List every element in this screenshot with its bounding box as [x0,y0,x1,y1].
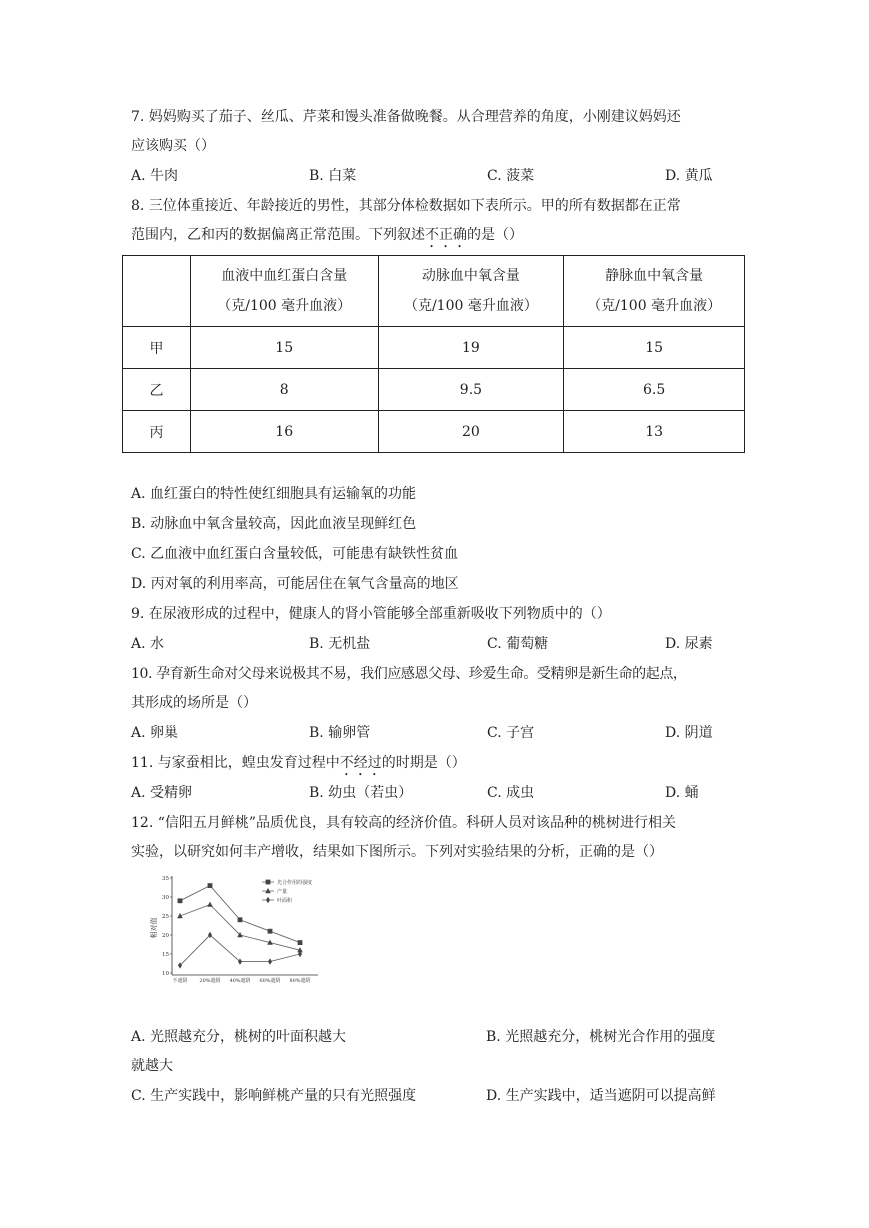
y-tick-label: 15 [162,952,169,958]
table-cell: 16 [190,411,378,453]
q9-option-a[interactable]: A. 水 [131,636,165,652]
table-cell: 8 [190,369,378,411]
table-cell: 乙 [123,369,191,411]
legend-marker [266,897,270,903]
legend-marker [265,888,271,893]
legend-label: 叶面积 [277,898,293,904]
q8-stem-line1: 8. 三位体重接近、年龄接近的男性，其部分体检数据如下表所示。甲的所有数据都在正常 [131,198,681,214]
q10-option-a[interactable]: A. 卵巢 [131,725,179,741]
data-point [268,929,273,934]
legend-marker [266,880,271,885]
chart-ylabel: 相对值 [150,917,158,939]
data-point [178,898,183,903]
q8-stem-pre: 范围内，乙和丙的数据偏离正常范围。下列叙述 [131,227,425,243]
q7-option-b[interactable]: B. 白菜 [309,168,357,184]
q12-option-b[interactable]: B. 光照越充分，桃树光合作用的强度 [486,1029,716,1045]
y-tick-label: 30 [162,895,169,901]
table-header-arterial: 动脉血中氧含量 （克/100 毫升血液） [378,256,564,327]
q11-stem [131,752,466,779]
x-tick-label: 60%遮阴 [259,978,281,984]
series-line [180,905,300,951]
table-cell: 13 [564,411,745,453]
shading-experiment-chart [150,868,320,990]
q12-option-c[interactable]: C. 生产实践中，影响鲜桃产量的只有光照强度 [131,1088,417,1104]
data-point [268,958,272,964]
q9-option-d[interactable]: D. 尿素 [665,636,713,652]
x-tick-label: 20%遮阴 [199,978,221,984]
table-cell: 15 [564,327,745,369]
table-row [123,327,745,369]
y-tick-label: 25 [162,914,169,920]
data-point [178,962,182,968]
q7-option-a[interactable]: A. 牛肉 [131,168,179,184]
q10-option-c[interactable]: C. 子宫 [487,725,535,741]
table-header-venous: 静脉血中氧含量 （克/100 毫升血液） [564,256,745,327]
q12-option-a[interactable]: A. 光照越充分，桃树的叶面积越大 [131,1029,347,1045]
q7-option-d[interactable]: D. 黄瓜 [665,168,713,184]
health-data-table [122,255,745,453]
q11-emphasis: 不经过 [339,755,382,771]
x-tick-label: 不遮阴 [172,978,188,984]
table-cell: 丙 [123,411,191,453]
table-cell: 9.5 [378,369,564,411]
q11-option-d[interactable]: D. 蛹 [665,785,699,801]
table-row [123,369,745,411]
data-point [238,958,242,964]
legend-label: 光合作用的强度 [277,880,313,886]
q7-stem-line1: 7. 妈妈购买了茄子、丝瓜、芹菜和馒头准备做晚餐。从合理营养的角度，小刚建议妈妈还 [131,109,681,125]
q8-option-b[interactable]: B. 动脉血中氧含量较高，因此血液呈现鲜红色 [131,516,417,532]
table-cell: 15 [190,327,378,369]
q11-stem-pre: 11. 与家蚕相比，蝗虫发育过程中 [131,755,340,771]
q8-option-a[interactable]: A. 血红蛋白的特性使红细胞具有运输氧的功能 [131,486,417,502]
q9-stem: 9. 在尿液形成的过程中，健康人的肾小管能够全部重新吸收下列物质中的（） [131,606,611,622]
q11-option-c[interactable]: C. 成虫 [487,785,535,801]
q8-emphasis: 不正确 [425,227,467,243]
q11-option-b[interactable]: B. 幼虫（若虫） [309,785,413,801]
q8-stem-line2 [131,224,523,251]
y-tick-label: 20 [162,933,169,939]
table-cell: 甲 [123,327,191,369]
q8-stem-post: 的是（） [467,227,523,243]
q7-option-c[interactable]: C. 菠菜 [487,168,535,184]
legend-label: 产量 [277,889,288,895]
q8-option-d[interactable]: D. 丙对氧的利用率高，可能居住在氧气含量高的地区 [131,576,459,592]
q7-stem-line2: 应该购买（） [131,138,215,154]
q10-option-d[interactable]: D. 阴道 [665,725,713,741]
table-row [123,411,745,453]
table-cell: 20 [378,411,564,453]
y-tick-label: 10 [162,971,169,977]
table-cell: 19 [378,327,564,369]
q11-option-a[interactable]: A. 受精卵 [131,785,193,801]
q10-stem-line1: 10. 孕育新生命对父母来说极其不易，我们应感恩父母、珍爱生命。受精卵是新生命的起点， [131,666,687,682]
q12-option-b-continued: 就越大 [131,1058,173,1074]
x-tick-label: 80%遮阴 [289,978,311,984]
q11-stem-post: 的时期是（） [381,755,466,771]
table-cell: 6.5 [564,369,745,411]
data-point [208,932,212,938]
data-point [208,883,213,888]
q10-stem-line2: 其形成的场所是（） [131,695,257,711]
q10-option-b[interactable]: B. 输卵管 [309,725,371,741]
data-point [298,940,303,945]
q9-option-c[interactable]: C. 葡萄糖 [487,636,549,652]
q9-option-b[interactable]: B. 无机盐 [309,636,371,652]
q12-stem-line2: 实验，以研究如何丰产增收，结果如下图所示。下列对实验结果的分析，正确的是（） [131,844,663,860]
data-point [238,917,243,922]
x-tick-label: 40%遮阴 [229,978,251,984]
table-header-empty [123,256,191,327]
y-tick-label: 35 [162,876,169,882]
q12-stem-line1: 12. “信阳五月鲜桃”品质优良，具有较高的经济价值。科研人员对该品种的桃树进行相关 [131,815,677,831]
q12-option-d[interactable]: D. 生产实践中，适当遮阴可以提高鲜 [486,1088,716,1104]
q8-option-c[interactable]: C. 乙血液中血红蛋白含量较低，可能患有缺铁性贫血 [131,546,459,562]
data-point [207,902,213,907]
table-header-hemoglobin: 血液中血红蛋白含量 （克/100 毫升血液） [190,256,378,327]
table-header-row [123,256,745,327]
